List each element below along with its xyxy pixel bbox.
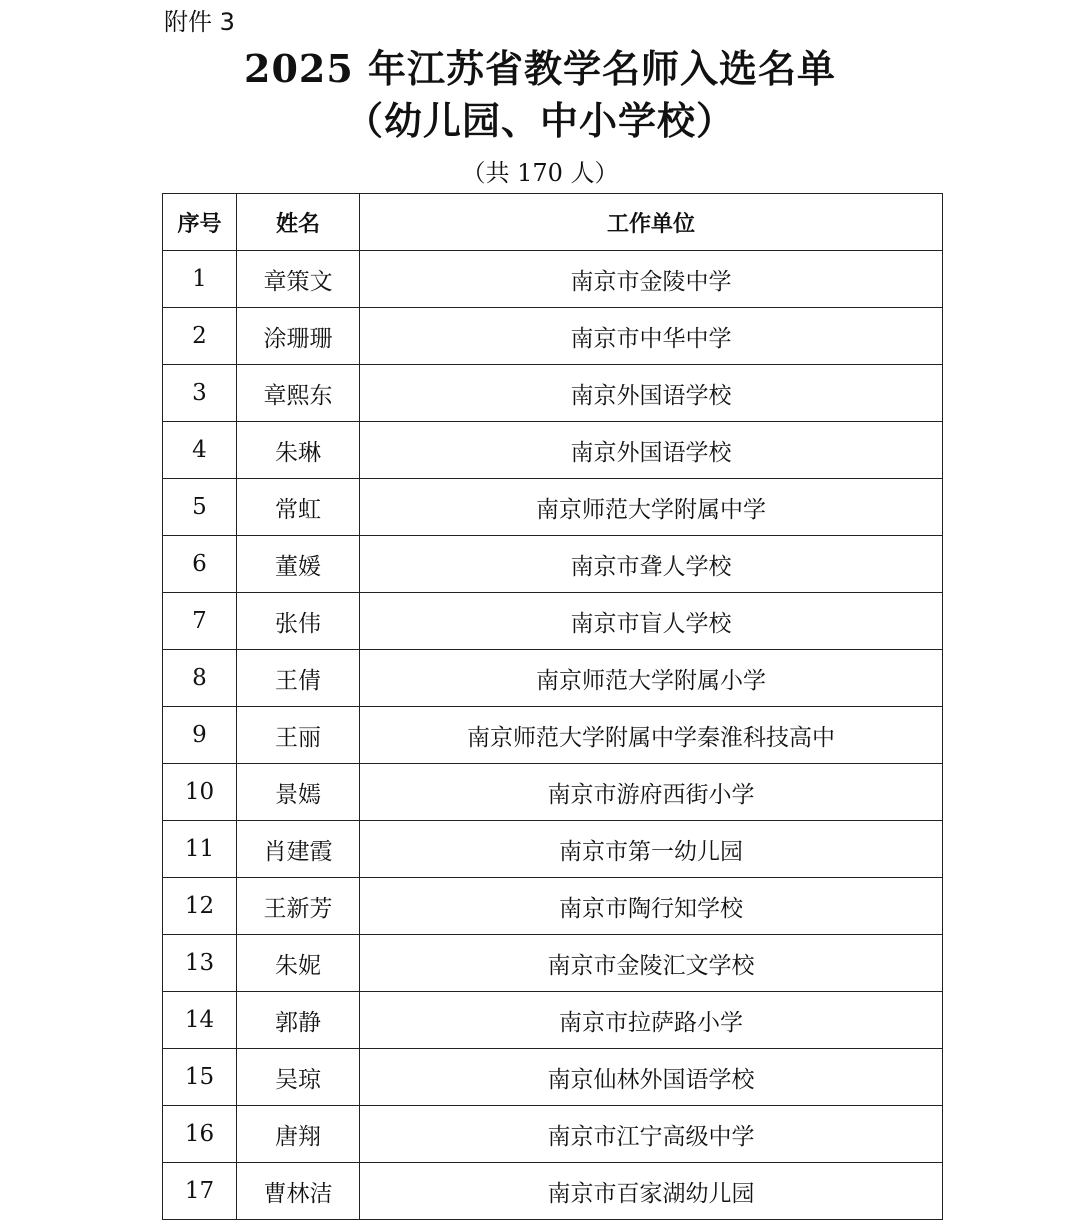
header-index: 序号 — [163, 194, 237, 251]
row-unit: 南京师范大学附属中学 — [360, 479, 943, 536]
table-row — [163, 764, 943, 821]
table-row — [163, 479, 943, 536]
row-unit: 南京市百家湖幼儿园 — [360, 1163, 943, 1220]
row-unit: 南京市聋人学校 — [360, 536, 943, 593]
row-name: 涂珊珊 — [237, 308, 360, 365]
table-row — [163, 365, 943, 422]
row-name: 王新芳 — [237, 878, 360, 935]
row-name: 肖建霞 — [237, 821, 360, 878]
row-name: 朱妮 — [237, 935, 360, 992]
table-row — [163, 422, 943, 479]
row-index: 15 — [163, 1049, 237, 1106]
row-name: 王倩 — [237, 650, 360, 707]
table-row — [163, 878, 943, 935]
row-name: 唐翔 — [237, 1106, 360, 1163]
total-count: （共 170 人） — [461, 159, 619, 187]
row-index: 9 — [163, 707, 237, 764]
row-unit: 南京市拉萨路小学 — [360, 992, 943, 1049]
row-index: 14 — [163, 992, 237, 1049]
row-index: 10 — [163, 764, 237, 821]
table-header-row — [163, 194, 943, 251]
row-unit: 南京外国语学校 — [360, 422, 943, 479]
row-index: 4 — [163, 422, 237, 479]
table-row — [163, 707, 943, 764]
row-index: 12 — [163, 878, 237, 935]
row-index: 16 — [163, 1106, 237, 1163]
row-unit: 南京市第一幼儿园 — [360, 821, 943, 878]
row-index: 11 — [163, 821, 237, 878]
header-name: 姓名 — [237, 194, 360, 251]
row-unit: 南京仙林外国语学校 — [360, 1049, 943, 1106]
row-unit: 南京师范大学附属中学秦淮科技高中 — [360, 707, 943, 764]
row-index: 8 — [163, 650, 237, 707]
table-row — [163, 650, 943, 707]
header-unit: 工作单位 — [360, 194, 943, 251]
row-unit: 南京市江宁高级中学 — [360, 1106, 943, 1163]
row-unit: 南京市金陵中学 — [360, 251, 943, 308]
row-index: 1 — [163, 251, 237, 308]
row-index: 6 — [163, 536, 237, 593]
attachment-label: 附件 3 — [164, 8, 235, 36]
row-index: 3 — [163, 365, 237, 422]
table-row — [163, 935, 943, 992]
row-name: 章策文 — [237, 251, 360, 308]
table-row — [163, 821, 943, 878]
row-name: 曹林洁 — [237, 1163, 360, 1220]
row-name: 郭静 — [237, 992, 360, 1049]
row-unit: 南京外国语学校 — [360, 365, 943, 422]
table-row — [163, 1163, 943, 1220]
table-row — [163, 1106, 943, 1163]
document-subtitle: （幼儿园、中小学校） — [344, 98, 735, 143]
row-unit: 南京市金陵汇文学校 — [360, 935, 943, 992]
row-name: 董媛 — [237, 536, 360, 593]
row-unit: 南京市盲人学校 — [360, 593, 943, 650]
row-unit: 南京市中华中学 — [360, 308, 943, 365]
table-row — [163, 593, 943, 650]
roster-table — [162, 193, 943, 1220]
row-name: 朱琳 — [237, 422, 360, 479]
table-row — [163, 251, 943, 308]
row-index: 13 — [163, 935, 237, 992]
row-unit: 南京师范大学附属小学 — [360, 650, 943, 707]
table-row — [163, 1049, 943, 1106]
row-index: 17 — [163, 1163, 237, 1220]
row-index: 7 — [163, 593, 237, 650]
table-row — [163, 308, 943, 365]
row-index: 5 — [163, 479, 237, 536]
row-name: 王丽 — [237, 707, 360, 764]
row-name: 章熙东 — [237, 365, 360, 422]
row-name: 景嫣 — [237, 764, 360, 821]
row-name: 常虹 — [237, 479, 360, 536]
table-row — [163, 536, 943, 593]
row-unit: 南京市游府西街小学 — [360, 764, 943, 821]
row-unit: 南京市陶行知学校 — [360, 878, 943, 935]
row-name: 张伟 — [237, 593, 360, 650]
document-title: 2025 年江苏省教学名师入选名单 — [244, 46, 836, 91]
table-row — [163, 992, 943, 1049]
row-name: 吴琼 — [237, 1049, 360, 1106]
row-index: 2 — [163, 308, 237, 365]
